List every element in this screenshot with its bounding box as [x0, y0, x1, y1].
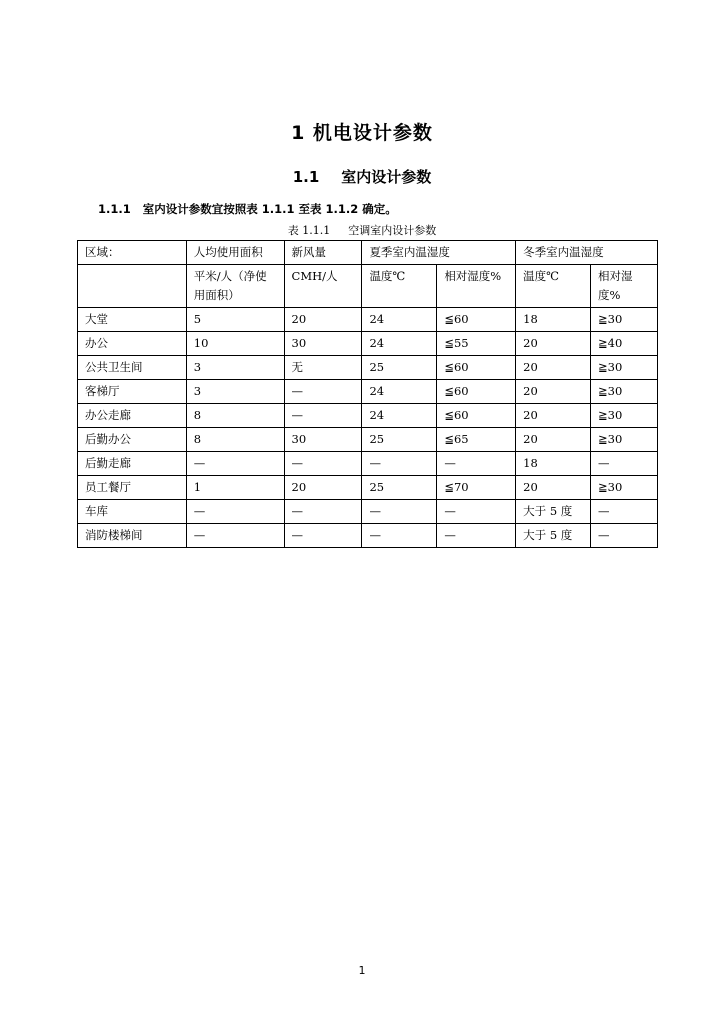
page-number: 1 [358, 964, 366, 977]
table-cell: 24 [362, 332, 437, 356]
table-row [78, 308, 658, 332]
table-cell: ≦55 [437, 332, 516, 356]
table-cell: ≦60 [437, 308, 516, 332]
table-row [78, 380, 658, 404]
header-cell: CMH/人 [284, 265, 362, 308]
section-heading [0, 166, 724, 187]
table-cell: 20 [516, 476, 591, 500]
table-cell: ≦65 [437, 428, 516, 452]
table-cell: 5 [186, 308, 284, 332]
table-cell: 后勤走廊 [78, 452, 187, 476]
table-cell: 办公走廊 [78, 404, 187, 428]
table-cell: 员工餐厅 [78, 476, 187, 500]
header-cell: 平米/人（净使用面积） [186, 265, 284, 308]
table-header-row [78, 241, 658, 265]
clause-body: 室内设计参数宜按照表 1.1.1 至表 1.1.2 确定。 [142, 202, 397, 216]
table-cell: 18 [516, 308, 591, 332]
table-cell: — [437, 500, 516, 524]
table-cell: ≧30 [591, 380, 658, 404]
section-number: 1.1 [292, 168, 320, 186]
table-cell: ≧30 [591, 476, 658, 500]
section-title: 室内设计参数 [341, 168, 432, 186]
table-cell: 8 [186, 404, 284, 428]
header-cell [78, 265, 187, 308]
table-cell: — [284, 380, 362, 404]
header-cell: 温度℃ [362, 265, 437, 308]
table-row [78, 452, 658, 476]
table-cell: 30 [284, 332, 362, 356]
table-cell: 20 [516, 404, 591, 428]
table-cell: ≦60 [437, 356, 516, 380]
header-cell: 新风量 [284, 241, 362, 265]
table-caption-title: 空调室内设计参数 [348, 224, 437, 237]
table-cell: 8 [186, 428, 284, 452]
header-cell: 冬季室内温湿度 [516, 241, 658, 265]
table-cell: — [186, 500, 284, 524]
header-cell: 相对湿度% [591, 265, 658, 308]
clause-text [98, 201, 397, 217]
table-cell: 20 [516, 356, 591, 380]
table-cell: ≧30 [591, 428, 658, 452]
header-cell: 相对湿度% [437, 265, 516, 308]
table-cell: — [591, 524, 658, 548]
table-cell: 无 [284, 356, 362, 380]
table-cell: — [284, 524, 362, 548]
table-cell: — [362, 452, 437, 476]
table-cell: 大于 5 度 [516, 500, 591, 524]
indoor-params-table [77, 240, 658, 548]
table-cell: 后勤办公 [78, 428, 187, 452]
table-cell: ≦60 [437, 404, 516, 428]
table-subheader-row [78, 265, 658, 308]
table-caption-number: 表 1.1.1 [287, 224, 331, 237]
table-cell: 25 [362, 428, 437, 452]
table-caption [0, 222, 724, 238]
table-cell: 10 [186, 332, 284, 356]
table-row [78, 332, 658, 356]
table-cell: — [284, 452, 362, 476]
table-cell: 公共卫生间 [78, 356, 187, 380]
table-cell: — [284, 404, 362, 428]
table-cell: 消防楼梯间 [78, 524, 187, 548]
table-cell: 24 [362, 404, 437, 428]
table-cell: 18 [516, 452, 591, 476]
table-cell: ≦60 [437, 380, 516, 404]
table-cell: 办公 [78, 332, 187, 356]
table-cell: 3 [186, 380, 284, 404]
table-cell: 20 [284, 476, 362, 500]
table-cell: ≧30 [591, 404, 658, 428]
table-cell: — [591, 500, 658, 524]
table-cell: 24 [362, 308, 437, 332]
header-cell: 温度℃ [516, 265, 591, 308]
table-cell: 25 [362, 476, 437, 500]
table-cell: 大堂 [78, 308, 187, 332]
table-cell: — [437, 452, 516, 476]
table-cell: — [362, 500, 437, 524]
table-cell: 25 [362, 356, 437, 380]
table-cell: — [362, 524, 437, 548]
table-cell: ≧40 [591, 332, 658, 356]
table-cell: — [591, 452, 658, 476]
table-cell: ≧30 [591, 356, 658, 380]
table-cell: 1 [186, 476, 284, 500]
table-row [78, 500, 658, 524]
table-cell: 20 [516, 332, 591, 356]
header-cell: 人均使用面积 [186, 241, 284, 265]
table-row [78, 428, 658, 452]
table-cell: 大于 5 度 [516, 524, 591, 548]
table-cell: — [437, 524, 516, 548]
page-heading: 1 机电设计参数 [291, 122, 433, 144]
table-cell: 3 [186, 356, 284, 380]
table-row [78, 356, 658, 380]
table-cell: 客梯厅 [78, 380, 187, 404]
table-row [78, 404, 658, 428]
table-cell: 24 [362, 380, 437, 404]
table-row [78, 524, 658, 548]
table-cell: 30 [284, 428, 362, 452]
table-cell: — [186, 452, 284, 476]
table-cell: 车库 [78, 500, 187, 524]
table-cell: 20 [516, 380, 591, 404]
table-cell: — [284, 500, 362, 524]
table-cell: ≧30 [591, 308, 658, 332]
table-row [78, 476, 658, 500]
header-cell: 夏季室内温湿度 [362, 241, 516, 265]
table-cell: — [186, 524, 284, 548]
table-cell: ≦70 [437, 476, 516, 500]
header-cell: 区域： [78, 241, 187, 265]
clause-number: 1.1.1 [98, 202, 131, 216]
table-cell: 20 [284, 308, 362, 332]
table-cell: 20 [516, 428, 591, 452]
